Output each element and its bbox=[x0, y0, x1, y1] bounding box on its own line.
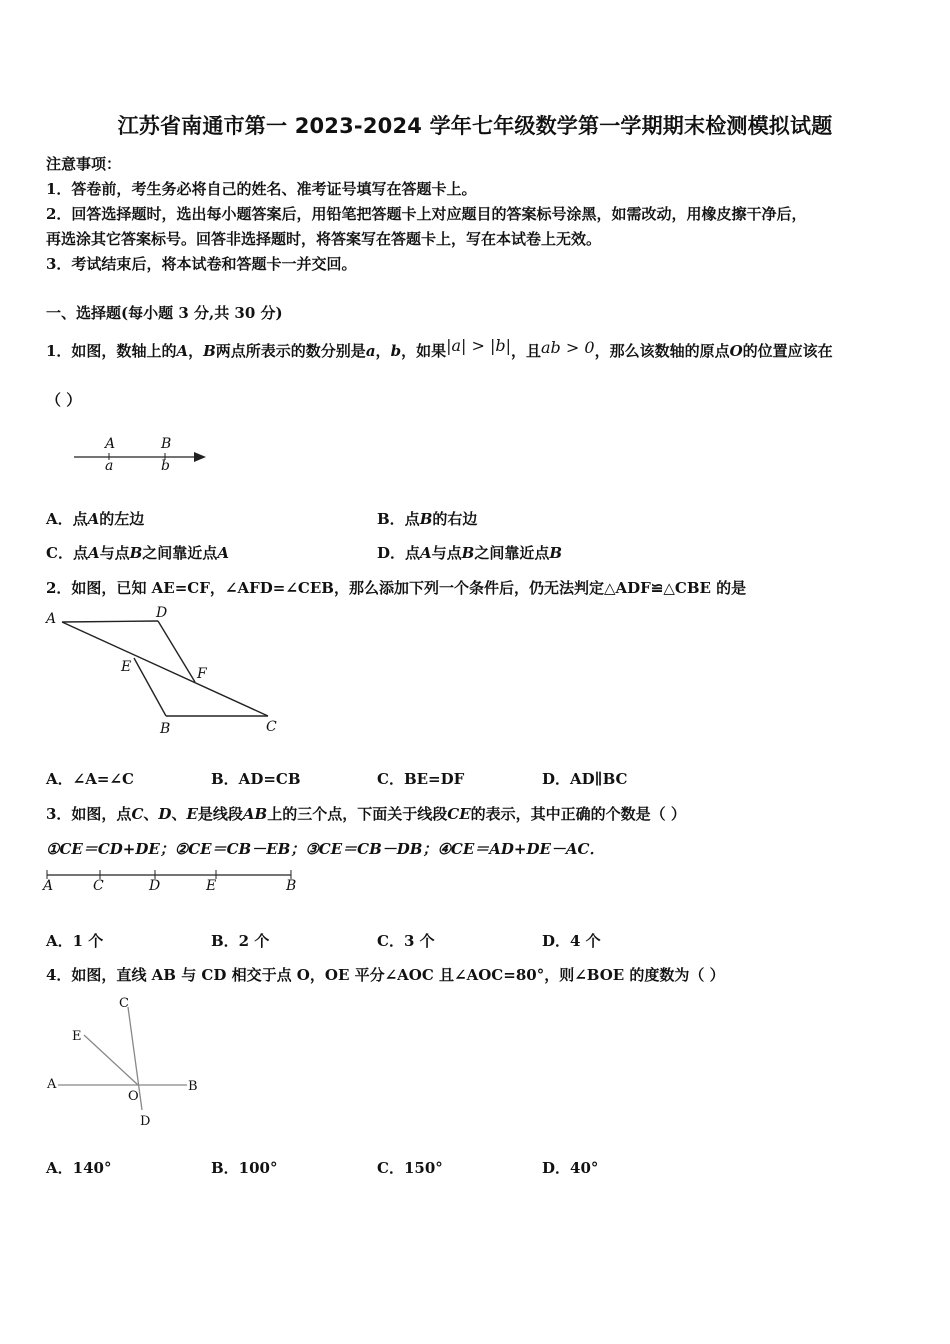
q1-option-d-point: B bbox=[461, 544, 475, 562]
q1-point-a: A bbox=[176, 342, 189, 360]
notice-item-1: 1．答卷前，考生务必将自己的姓名、准考证号填写在答题卡上。 bbox=[46, 180, 477, 198]
q2-fig-label-C: C bbox=[266, 719, 277, 735]
q3-sep: 、 bbox=[171, 805, 187, 823]
q3-segment-ab: AB bbox=[242, 805, 268, 823]
q1-fig-label-B: B bbox=[161, 436, 172, 452]
q3-sep: 、 bbox=[143, 805, 159, 823]
q1-point-b: B bbox=[203, 342, 216, 360]
q1-stem-part: 1．如图，数轴上的 bbox=[46, 342, 177, 360]
q4-option-c[interactable]: C．150° bbox=[377, 1159, 443, 1177]
q3-point-e: E bbox=[186, 805, 198, 823]
q1-option-d[interactable] bbox=[377, 542, 562, 563]
q2-stem: 2．如图，已知 AE=CF，∠AFD=∠CEB，那么添加下列一个条件后，仍无法判定△ADF≌△CBE 的是 bbox=[46, 579, 747, 597]
q3-stem bbox=[46, 803, 686, 824]
q1-condition-abs: |a| > |b| bbox=[446, 336, 511, 355]
q3-fig-label-C: C bbox=[93, 878, 104, 894]
q2-option-c[interactable]: C．BE=DF bbox=[377, 770, 465, 788]
q3-option-a[interactable]: A．1 个 bbox=[46, 932, 104, 950]
q1-option-a-text: 的左边 bbox=[99, 510, 145, 528]
q3-point-d: D bbox=[158, 805, 172, 823]
q3-stem-part: 是线段 bbox=[197, 805, 243, 823]
q2-fig-label-E: E bbox=[121, 659, 132, 675]
q1-option-c-point: A bbox=[87, 544, 100, 562]
q1-option-d-text: 之间靠近点 bbox=[474, 544, 550, 562]
q1-origin: O bbox=[729, 342, 743, 360]
q1-stem bbox=[46, 336, 833, 361]
q3-point-c: C bbox=[131, 805, 144, 823]
notice-item-2: 2．回答选择题时，选出每小题答案后，用铅笔把答题卡上对应题目的答案标号涂黑，如需改动，用橡皮擦干净后， bbox=[46, 205, 807, 223]
notice-item-3: 3．考试结束后，将本试卷和答题卡一并交回。 bbox=[46, 255, 357, 273]
section-heading: 一、选择题(每小题 3 分,共 30 分) bbox=[46, 304, 283, 322]
q1-fig-label-a: a bbox=[105, 458, 114, 474]
q2-option-a[interactable]: A．∠A=∠C bbox=[46, 770, 134, 788]
q3-fig-label-E: E bbox=[206, 878, 217, 894]
q1-option-b[interactable] bbox=[377, 508, 477, 529]
q1-option-c-point: A bbox=[217, 544, 229, 562]
q1-stem-part: 的位置应该在 bbox=[742, 342, 833, 360]
q3-option-d[interactable]: D．4 个 bbox=[542, 932, 601, 950]
q2-fig-label-A: A bbox=[46, 611, 57, 627]
q2-line-a-c bbox=[62, 622, 268, 716]
q3-fig-label-B: B bbox=[286, 878, 297, 894]
q4-option-b[interactable]: B．100° bbox=[211, 1159, 278, 1177]
q1-answer-paren: （ ） bbox=[46, 391, 82, 409]
q1-option-c-text: 之间靠近点 bbox=[142, 544, 218, 562]
q1-sep: ， bbox=[188, 342, 204, 360]
q1-var-a: a bbox=[365, 342, 376, 360]
page-title: 江苏省南通市第一 2023-2024 学年七年级数学第一学期期末检测模拟试题 bbox=[117, 114, 833, 138]
q3-option-b[interactable]: B．2 个 bbox=[211, 932, 270, 950]
q4-ray-oe bbox=[84, 1035, 138, 1085]
q2-triangle-figure bbox=[40, 600, 290, 740]
q4-stem: 4．如图，直线 AB 与 CD 相交于点 O，OE 平分∠AOC 且∠AOC=80°，则∠BOE 的度数为（ ） bbox=[46, 966, 725, 984]
q1-option-c[interactable] bbox=[46, 542, 229, 563]
notice-item-2-cont: 再选涂其它答案标号。回答非选择题时，将答案写在答题卡上，写在本试卷上无效。 bbox=[46, 230, 602, 248]
q1-option-d-point: B bbox=[549, 544, 563, 562]
q4-fig-label-C: C bbox=[119, 996, 129, 1011]
q1-axis-arrow bbox=[194, 452, 206, 462]
q3-stem-part: 上的三个点，下面关于线段 bbox=[267, 805, 448, 823]
q1-fig-label-b: b bbox=[161, 458, 170, 474]
q3-segment-ce: CE bbox=[447, 805, 471, 823]
q1-option-d-point: A bbox=[420, 544, 432, 562]
q1-option-c-text: 与点 bbox=[99, 544, 130, 562]
q4-fig-label-D: D bbox=[140, 1114, 151, 1129]
q1-stem-part: 两点所表示的数分别是 bbox=[215, 342, 366, 360]
q1-option-a-point: A bbox=[87, 510, 100, 528]
q1-option-b-point: B bbox=[419, 510, 433, 528]
q4-fig-label-B: B bbox=[188, 1079, 198, 1094]
q3-stem-part: 的表示，其中正确的个数是（ ） bbox=[470, 805, 686, 823]
q2-fig-label-D: D bbox=[156, 605, 168, 621]
q1-number-line-figure bbox=[70, 432, 220, 476]
q1-option-a-text: A．点 bbox=[46, 510, 88, 528]
q2-line-a-d bbox=[62, 621, 158, 622]
q1-option-b-text: B．点 bbox=[377, 510, 420, 528]
q3-fig-label-A: A bbox=[43, 878, 54, 894]
q4-fig-label-E: E bbox=[72, 1029, 82, 1044]
q3-segment-figure bbox=[40, 862, 310, 896]
q1-stem-part: ，那么该数轴的原点 bbox=[594, 342, 730, 360]
notice-heading: 注意事项： bbox=[46, 155, 122, 173]
q4-angle-figure bbox=[42, 992, 212, 1132]
q1-option-d-text: 与点 bbox=[431, 544, 462, 562]
q1-option-c-text: C．点 bbox=[46, 544, 88, 562]
q1-condition-product: ab > 0 bbox=[541, 338, 595, 357]
q2-line-d-f bbox=[158, 621, 195, 682]
q3-stem-part: 3．如图，点 bbox=[46, 805, 132, 823]
q1-option-d-text: D．点 bbox=[377, 544, 421, 562]
q1-fig-label-A: A bbox=[105, 436, 116, 452]
q4-option-a[interactable]: A．140° bbox=[46, 1159, 112, 1177]
q4-fig-label-O: O bbox=[128, 1089, 139, 1104]
q3-statements: ①CE＝CD+DE；②CE＝CB－EB；③CE＝CB－DB；④CE＝AD+DE－AC． bbox=[46, 840, 605, 858]
q1-option-a[interactable] bbox=[46, 508, 144, 529]
q4-option-d[interactable]: D．40° bbox=[542, 1159, 599, 1177]
q3-fig-label-D: D bbox=[149, 878, 161, 894]
q1-option-c-point: B bbox=[129, 544, 143, 562]
q2-fig-label-F: F bbox=[197, 666, 207, 682]
q2-option-d[interactable]: D．AD∥BC bbox=[542, 770, 628, 788]
q4-fig-label-A: A bbox=[47, 1077, 57, 1092]
q1-stem-part: ，且 bbox=[511, 342, 542, 360]
q2-fig-label-B: B bbox=[160, 721, 171, 737]
q1-option-b-text: 的右边 bbox=[432, 510, 478, 528]
q1-stem-part: ，如果 bbox=[401, 342, 447, 360]
q3-option-c[interactable]: C．3 个 bbox=[377, 932, 435, 950]
q1-var-b: b bbox=[390, 342, 402, 360]
q1-sep: ， bbox=[375, 342, 391, 360]
q2-option-b[interactable]: B．AD=CB bbox=[211, 770, 301, 788]
